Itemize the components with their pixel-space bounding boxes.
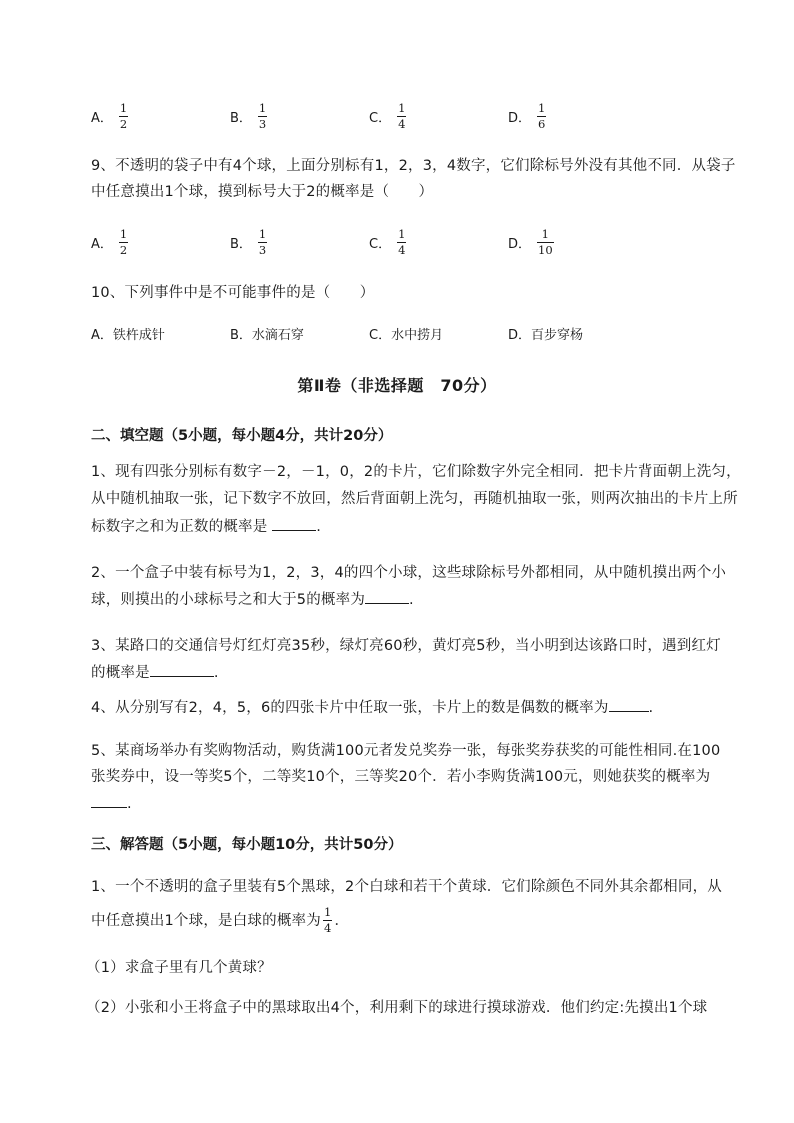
numerator: 1: [398, 101, 406, 115]
s2q2-line2: [91, 589, 414, 610]
denominator: 4: [398, 117, 406, 131]
s3q1-sub2: （2）小张和小王将盒子中的黑球取出4个，利用剩下的球进行摸球游戏．他们约定:先摸出1个球: [86, 1000, 708, 1016]
fraction: [537, 102, 546, 131]
section3-title: 三、解答题（5小题，每小题10分，共计50分）: [91, 837, 403, 853]
q8-option-a[interactable]: [91, 102, 128, 131]
fraction: [397, 102, 406, 131]
option-label: B．: [230, 111, 252, 126]
answer-blank[interactable]: [365, 589, 409, 604]
option-label: D．: [508, 111, 532, 126]
denominator: 2: [119, 117, 128, 131]
option-label: A．: [91, 111, 113, 126]
numerator: 1: [258, 101, 267, 115]
denominator: 3: [258, 117, 267, 131]
s2q1-line3-end: .: [316, 519, 322, 535]
s2q2-line2-end: .: [409, 592, 414, 608]
q8-option-b[interactable]: [230, 102, 267, 131]
s2q4-line1-end: .: [648, 700, 654, 716]
numerator: 1: [258, 227, 267, 241]
fraction: [258, 228, 267, 257]
s2q1-line3-text: 标数字之和为正数的概率是: [91, 519, 273, 535]
q9-option-b[interactable]: [230, 228, 267, 257]
s3q1-line2-end: ．: [334, 912, 350, 929]
denominator: 4: [323, 921, 332, 935]
s2q1-line3: [91, 516, 321, 537]
numerator: 1: [119, 227, 128, 241]
s2q3-line2: [91, 662, 219, 683]
numerator: 1: [119, 101, 128, 115]
q9-text-line1: 9、不透明的袋子中有4个球，上面分别标有1，2，3，4数字，它们除标号外没有其他不同．从袋子: [91, 158, 736, 174]
part2-title: 第Ⅱ卷（非选择题 70分）: [297, 376, 497, 395]
numerator: 1: [541, 227, 549, 241]
s2q3-line1: 3、某路口的交通信号灯红灯亮35秒，绿灯亮60秒，黄灯亮5秒，当小明到达该路口时，遇到红灯: [91, 638, 721, 654]
s3q1-line1: 1、一个不透明的盒子里装有5个黑球，2个白球和若干个黄球．它们除颜色不同外其余都相同，从: [91, 879, 722, 895]
q9-option-d[interactable]: [508, 228, 554, 257]
q10-option-d[interactable]: D．百步穿杨: [508, 328, 584, 343]
option-label: D．: [508, 237, 532, 252]
fraction: [537, 228, 554, 257]
q9-option-a[interactable]: [91, 228, 128, 257]
s2q5-line3-end: .: [127, 796, 132, 812]
q10-text: 10、下列事件中是不可能事件的是（ ）: [91, 285, 375, 301]
s2q3-line2-text: 的概率是: [91, 665, 150, 681]
q9-option-c[interactable]: [369, 228, 406, 257]
option-label: C．: [369, 111, 392, 126]
denominator: 3: [258, 243, 267, 257]
s2q2-line1: 2、一个盒子中装有标号为1，2，3，4的四个小球，这些球除标号外都相同，从中随机摸出两个小: [91, 565, 727, 581]
fraction: [397, 228, 406, 257]
option-label: B．: [230, 237, 252, 252]
numerator: 1: [398, 227, 406, 241]
section2-title: 二、填空题（5小题，每小题4分，共计20分）: [91, 428, 393, 444]
answer-blank[interactable]: [272, 516, 316, 531]
s2q5-line1: 5、某商场举办有奖购物活动，购货满100元者发兑奖券一张，每张奖券获奖的可能性相同.在100: [91, 743, 721, 759]
option-label: C．: [369, 237, 392, 252]
q8-option-d[interactable]: [508, 102, 546, 131]
denominator: 4: [398, 243, 406, 257]
s3q1-line2-text: 中任意摸出1个球，是白球的概率为: [91, 912, 321, 929]
s2q3-line2-end: .: [213, 665, 219, 681]
fraction: [119, 228, 128, 257]
option-label: A．: [91, 237, 113, 252]
q10-option-b[interactable]: B．水滴石穿: [230, 328, 304, 343]
numerator: 1: [538, 101, 546, 115]
s2q2-line2-text: 球，则摸出的小球标号之和大于5的概率为: [91, 592, 366, 608]
q9-text-line2: 中任意摸出1个球，摸到标号大于2的概率是（ ）: [91, 184, 434, 200]
s2q4-line1-text: 4、从分别写有2，4，5，6的四张卡片中任取一张，卡片上的数是偶数的概率为: [91, 700, 609, 716]
s2q1-line1: 1、现有四张分别标有数字－2，－1，0，2的卡片，它们除数字外完全相同．把卡片背面朝上洗匀，: [91, 464, 741, 480]
denominator: 10: [538, 243, 553, 257]
q8-option-c[interactable]: [369, 102, 406, 131]
q10-option-a[interactable]: A．铁杵成针: [91, 328, 165, 343]
s3q1-line2: [91, 906, 349, 935]
s2q5-line3: [91, 793, 132, 814]
s2q1-line2: 从中随机抽取一张，记下数字不放回，然后背面朝上洗匀，再随机抽取一张，则两次抽出的卡片上所: [91, 491, 738, 507]
s3q1-sub1: （1）求盒子里有几个黄球？: [86, 960, 272, 976]
answer-blank[interactable]: [150, 662, 214, 677]
denominator: 6: [538, 117, 546, 131]
q10-option-c[interactable]: C．水中捞月: [369, 328, 444, 343]
fraction: [258, 102, 267, 131]
fraction: [119, 102, 128, 131]
fraction: [323, 906, 333, 935]
s2q5-line2: 张奖券中，设一等奖5个，二等奖10个，三等奖20个．若小李购货满100元，则她获奖的概率为: [91, 769, 711, 785]
answer-blank[interactable]: [609, 697, 649, 712]
s2q4-line1: [91, 697, 653, 718]
numerator: 1: [323, 905, 332, 919]
denominator: 2: [119, 243, 128, 257]
answer-blank[interactable]: [91, 793, 127, 808]
